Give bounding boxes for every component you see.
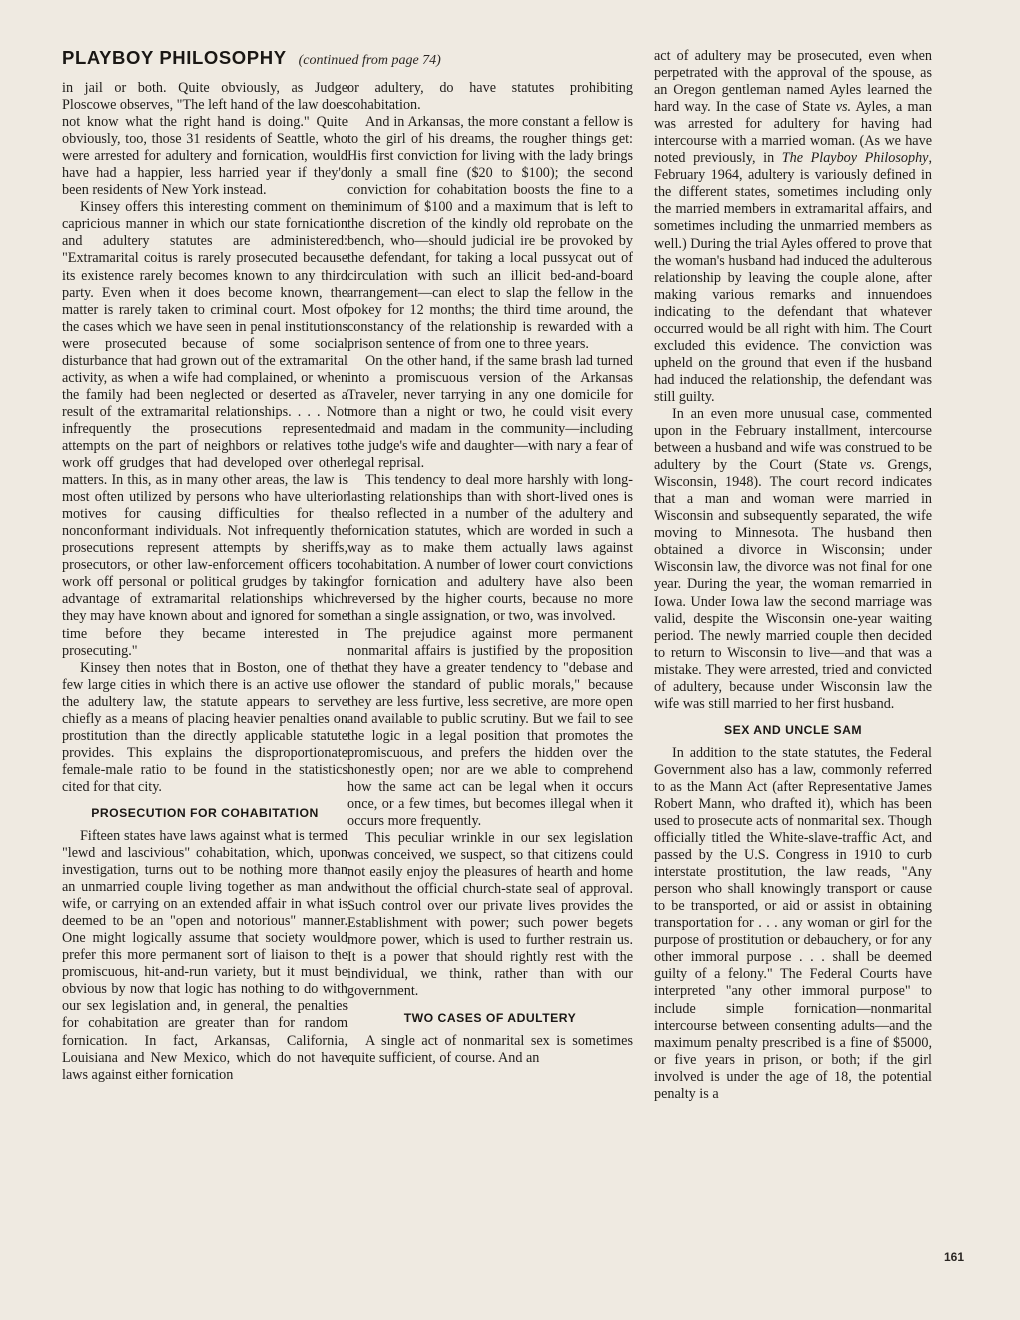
paragraph: in jail or both. Quite obviously, as Judge Ploscowe observes, "The left hand of the law does not know what the right hand is doing." Quite obviously, too, those 31 residents of Seattle, who were arrested for adultery and fornication, would have had a happier, less harried year if they'd been residents of New York instead. xyxy=(62,80,348,199)
paragraph xyxy=(654,48,932,406)
paragraph: Fifteen states have laws against what is termed "lewd and lascivious" cohabitation, which, upon investigation, turns out to be nothing more than an unmarried couple living together as man and wife, or carrying on an extended affair in what is deemed to be an "open and notorious" manner. One might logically assume that society would prefer this more permanent sort of liaison to the promiscuous, hit-and-run variety, but it must be obvious by now that logic has nothing to do with our sex legislation and, in general, the penalties for cohabitation are greater than for random fornication. In fact, Arkansas, California, Louisiana and New Mexico, which do not have laws against either fornication xyxy=(62,827,348,1083)
header-title: PLAYBOY PHILOSOPHY xyxy=(62,47,287,68)
running-header xyxy=(62,47,441,69)
text-run: In an even more unusual case, commented upon in the February installment, intercourse between a husband and wife was construed to be adultery by the Court (State xyxy=(654,405,932,474)
page-number: 161 xyxy=(944,1250,965,1264)
paragraph xyxy=(654,406,932,713)
text-run: Ayles, a man was arrested for adultery for having had intercourse with a married woman. (As we have noted previously, in xyxy=(654,99,932,167)
paragraph: And in Arkansas, the more constant a fellow is to the girl of his dreams, the rougher things get: His first conviction for living with the lady brings only a small fine ($20 to $100); the second conviction for cohabitation boosts the fine to a minimum of $100 and a maximum that is left to the discretion of the kindly old reprobate on the bench, who—should judicial ire be provoked by the defendant, for taking a local pussycat out of circulation with such an illicit bed-and-board arrangement—can elect to slap the fellow in the pokey for 12 months; the third time around, the constancy of the relationship is rewarded with a prison sentence of from one to three years. xyxy=(347,114,633,352)
section-heading: TWO CASES OF ADULTERY xyxy=(403,1010,577,1025)
publication-title: The Playboy Philosophy xyxy=(781,150,929,167)
header-continued: (continued from page 74) xyxy=(298,53,441,68)
column-3 xyxy=(654,48,932,1103)
paragraph: The prejudice against more permanent nonmarital affairs is justified by the proposition that they have a greater tendency to "debase and lower the standard of public morals," because they are less furtive, less secretive, are more open and available to public scrutiny. But we fail to see the logic in a legal position that promotes the promiscuous, and prefers the hidden over the honestly open; nor are we able to comprehend how the same act can be legal when it occurs once, or a few times, but becomes illegal when it occurs more frequently. xyxy=(347,625,633,830)
column-1 xyxy=(62,80,348,1084)
text-run: act of adultery may be prosecuted, even when perpetrated with the approval of the spouse, as an Oregon gentleman named Ayles learned the hard way. In the case of State xyxy=(654,48,932,116)
paragraph: On the other hand, if the same brash lad turned into a promiscuous version of the Arkansas Traveler, never tarrying in any one domicile for more than a night or two, he could visit every maid and madam in the community—including the judge's wife and daughter—with nary a fear of legal reprisal. xyxy=(347,352,633,472)
text-run-italic: vs. xyxy=(835,99,852,116)
section-heading: PROSECUTION FOR COHABITATION xyxy=(91,805,319,820)
paragraph: A single act of nonmarital sex is sometimes quite sufficient, of course. And an xyxy=(347,1032,633,1066)
text-run: Grengs, Wisconsin, 1948). The court record indicates that a man and woman were married in Wisconsin and subsequently separated, the wife moving to Minnesota. The husband then obtained a divorce in Wisconsin; under Wisconsin law, the divorce was not final for one year. During the year, the woman remarried in Iowa. Under Iowa law the second marriage was valid, despite the Wisconsin one-year waiting period. The newly married couple then decided to return to Wisconsin to live—and that was a mistake. They were arrested, tried and convicted of adultery, because under Wisconsin law the wife was still married to her first husband. xyxy=(654,457,932,712)
text-run-italic: vs. xyxy=(859,457,876,474)
paragraph: This tendency to deal more harshly with long-lasting relationships than with short-lived ones is also reflected in a number of the adultery and fornication statutes, which are worded in such a way as to make them actually laws against cohabitation. A number of lower court convictions for fornication and adultery have also been reversed by the higher courts, because no more than a single assignation, or two, was involved. xyxy=(347,472,633,625)
column-2 xyxy=(347,80,633,1067)
paragraph: Kinsey offers this interesting comment on the capricious manner in which our state fornication and adultery statutes are administered: "Extramarital coitus is rarely prosecuted because its existence rarely becomes known to any third party. Even when it does become known, the matter is rarely taken to criminal court. Most of the cases which we have seen in penal institutions were prosecuted because of some social disturbance that had grown out of the extramarital activity, as when a wife had complained, or when the family had been neglected or deserted as a result of the extramarital relationships. . . . Not infrequently the prosecutions represented attempts on the part of neighbors or relatives to work off grudges that had developed over other matters. In this, as in many other areas, the law is most often utilized by persons who have ulterior motives for causing difficulties for the nonconformant individuals. Not infrequently the prosecutions represent attempts by sheriffs, prosecutors, or other law-enforcement officers to work off personal or political grudges by taking advantage of extramarital relationships which they may have known about and ignored for some time before they became interested in prosecuting." xyxy=(62,199,348,659)
paragraph: Kinsey then notes that in Boston, one of the few large cities in which there is an active use of the adultery law, the statute appears to serve chiefly as a means of placing heavier penalties on prostitution than the directly applicable statute provides. This explains the disproportionate female-male ratio to be found in the statistics cited for that city. xyxy=(62,659,348,795)
paragraph: or adultery, do have statutes prohibiting cohabitation. xyxy=(347,80,633,114)
paragraph: This peculiar wrinkle in our sex legislation was conceived, we suspect, so that citizens could not easily enjoy the pleasures of hearth and home without the official church-state seal of approval. Such control over our private lives provides the Establishment with power; such power begets more power, which is used to further restrain us. It is a power that should rightly rest with the individual, we think, rather than with our government. xyxy=(347,830,633,1000)
section-heading: SEX AND UNCLE SAM xyxy=(723,722,863,737)
text-run: , February 1964, adultery is variously defined in the different states, sometimes including only the married members in extramarital affairs, and sometimes including the unmarried members as well.) During the trial Ayles offered to prove that the woman's husband had induced the adulterous relationship by leaving the couple alone, after making various remarks and innuendoes indicating to the defendant that whatever occurred would be all right with him. The Court excluded this evidence. The conviction was upheld on the ground that even if the husband had induced the relationship, the defendant was still guilty. xyxy=(654,150,933,405)
paragraph: In addition to the state statutes, the Federal Government also has a law, commonly referred to as the Mann Act (after Representative James Robert Mann, who drafted it), which has been used to prosecute acts of nonmarital sex. Though officially titled the White-slave-traffic Act, and passed by the U.S. Congress in 1910 to curb interstate prostitution, the law reads, "Any person who shall knowingly transport or cause to be transported, or aid or assist in obtaining transportation for . . . any woman or girl for the purpose of prostitution or debauchery, or for any other immoral purpose . . . shall be deemed guilty of a felony." The Federal Courts have interpreted "any other immoral purpose" to include simple fornication—nonmarital intercourse between consenting adults—and the maximum penalty prescribed is a fine of $5000, or five years in prison, or both; if the girl involved is under the age of 18, the potential penalty is a xyxy=(654,744,932,1102)
